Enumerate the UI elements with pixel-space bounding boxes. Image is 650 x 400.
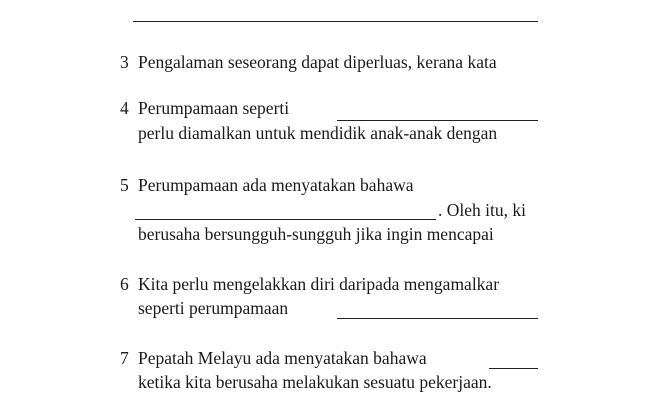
answer-blank-top[interactable] [133, 21, 538, 22]
question-4-number: 4 [120, 98, 129, 118]
question-4-answer-blank[interactable] [337, 120, 538, 121]
question-6-text-line-1: Kita perlu mengelakkan diri daripada mengamalkar [138, 274, 500, 294]
question-5-number: 5 [120, 175, 129, 195]
question-4-text-line-2: perlu diamalkan untuk mendidik anak-anak dengan [138, 123, 498, 143]
question-5-answer-blank[interactable] [135, 219, 436, 220]
question-4-text-line-1: Perumpamaan seperti [138, 98, 290, 118]
question-3-text: Pengalaman seseorang dapat diperluas, kerana kata [138, 52, 497, 72]
question-7-text-line-1: Pepatah Melayu ada menyatakan bahawa [138, 348, 427, 368]
question-7-answer-blank[interactable] [489, 368, 538, 369]
question-6-number: 6 [120, 274, 129, 294]
question-3-number: 3 [120, 52, 129, 72]
question-7-number: 7 [120, 348, 129, 368]
question-5-text-line-2: . Oleh itu, ki [438, 200, 526, 220]
question-6-answer-blank[interactable] [337, 318, 538, 319]
question-7-text-line-2: ketika kita berusaha melakukan sesuatu pekerjaan. [138, 372, 492, 392]
question-5-text-line-3: berusaha bersungguh-sungguh jika ingin mencapai [138, 224, 494, 244]
question-5-text-line-1: Perumpamaan ada menyatakan bahawa [138, 175, 414, 195]
question-6-text-line-2: seperti perumpamaan [138, 298, 289, 318]
